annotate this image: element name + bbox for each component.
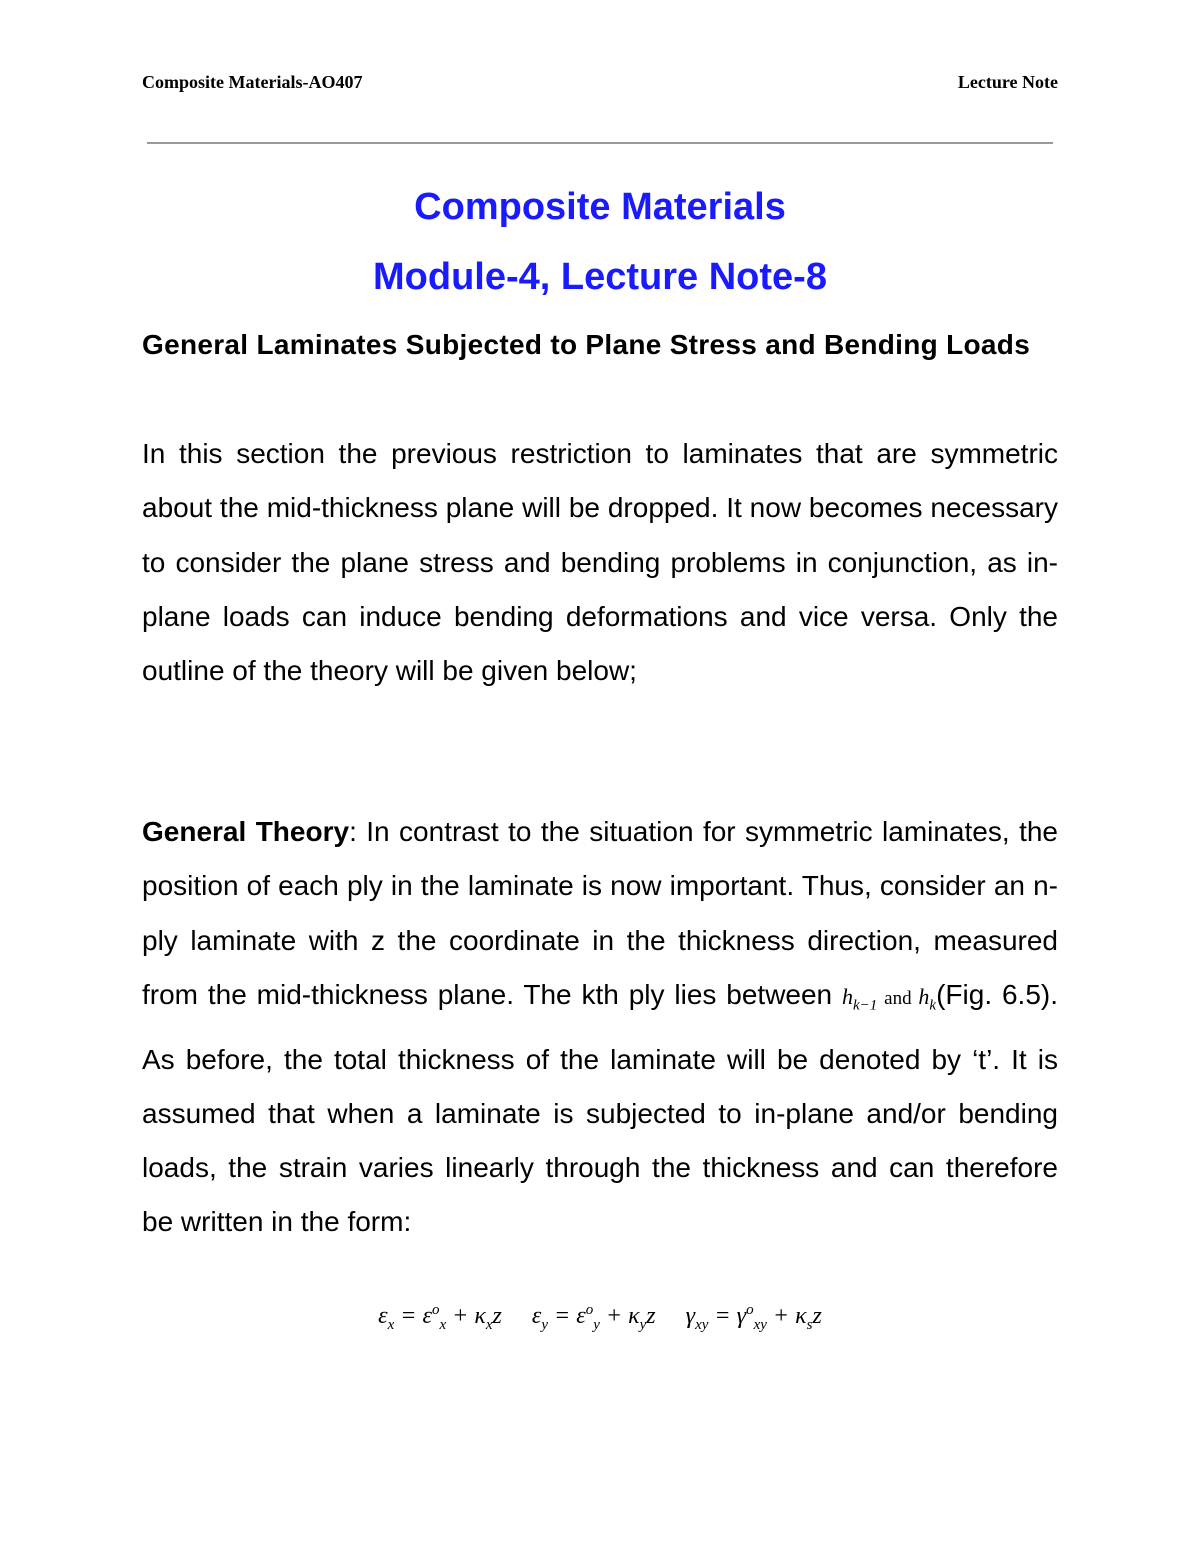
symbol-h-k: $h_k$: [918, 983, 937, 1014]
lead-colon: :: [349, 816, 357, 847]
strain-equations: [0, 1302, 1200, 1334]
header-doc-type: Lecture Note: [957, 72, 1058, 92]
symbol-and: and: [877, 987, 919, 1009]
intro-paragraph: In this section the previous restriction to laminates that are symmetric about the mid-thickness plane will be dropped. It now becomes necessary to consider the plane stress and bending problems in conjunction, as in-plane loads can induce bending deformations and vice versa. Only the outline of the theory will be given below;: [142, 438, 1058, 687]
general-theory-lead: General Theory: [142, 816, 350, 847]
document-subtitle: Module-4, Lecture Note-8: [373, 256, 827, 298]
page-header: [142, 72, 1058, 98]
header-divider: [147, 142, 1053, 144]
equation-gamma-xy: $\gamma_{xy} = \gamma^o_{xy} + \kappa_sz$: [685, 1302, 822, 1333]
equation-epsilon-x: $\varepsilon_x = \varepsilon^o_x + \kappa_xz$: [378, 1302, 502, 1333]
equation-epsilon-y: $\varepsilon_y = \varepsilon^o_y + \kappa_yz$: [531, 1302, 656, 1333]
general-theory-paragraph: [142, 805, 1058, 1250]
document-title: Composite Materials: [414, 186, 786, 228]
theory-text-part1: In contrast to the situation for symmetric laminates, the position of each ply in the laminate is now important. Thus, consider an n-ply laminate with z the coordinate in the thickness direction, measured from the mid-thickness plane. The kth ply lies between: [142, 816, 1058, 1010]
header-course-title: Composite Materials-AO407: [142, 72, 363, 92]
theory-text-part2: (Fig. 6.5). As before, the total thickness of the laminate will be denoted by ‘t’. It is assumed that when a laminate is subjected to in-plane and/or bending loads, the strain varies linearly through the thickness and can therefore be written in the form:: [142, 978, 1058, 1238]
symbol-h-k-minus-1: $h_{k-1}$: [842, 983, 878, 1014]
section-heading: General Laminates Subjected to Plane Stress and Bending Loads: [142, 329, 1031, 360]
